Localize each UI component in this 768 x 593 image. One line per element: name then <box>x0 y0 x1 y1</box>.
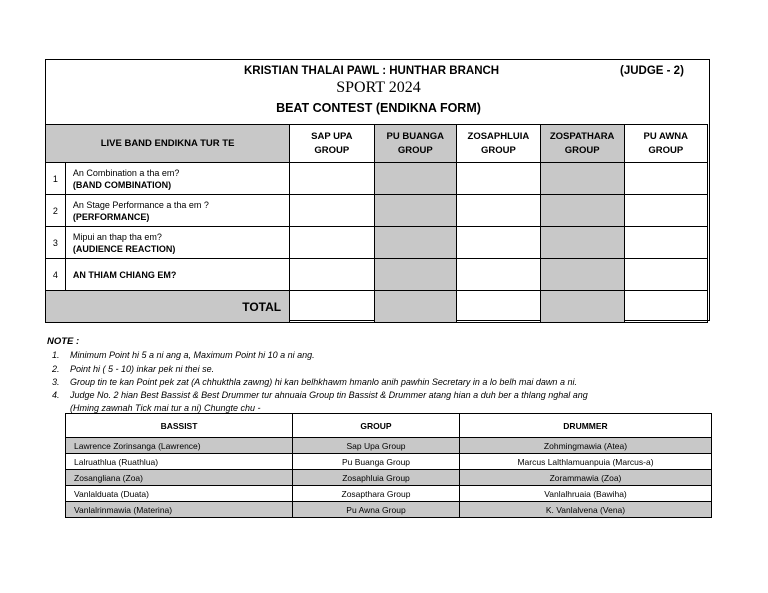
score-cell[interactable] <box>624 259 707 291</box>
contest-title: BEAT CONTEST (ENDIKNA FORM) <box>276 101 481 115</box>
total-cell[interactable] <box>374 291 457 323</box>
score-cell[interactable] <box>457 195 541 227</box>
score-cell[interactable] <box>374 195 457 227</box>
bassist-header: BASSIST <box>66 414 293 438</box>
criterion-text: Mipui an thap tha em? (AUDIENCE REACTION) <box>65 227 289 259</box>
score-cell[interactable] <box>457 259 541 291</box>
bd-row <box>66 438 712 454</box>
total-row <box>46 291 708 323</box>
score-cell[interactable] <box>290 259 374 291</box>
criterion-text: An Combination a tha em? (BAND COMBINATION) <box>65 163 289 195</box>
criterion-text: AN THIAM CHIANG EM? <box>65 259 289 291</box>
total-cell[interactable] <box>624 291 707 323</box>
bassist-name[interactable]: Lalruathlua (Ruathlua) <box>66 454 293 470</box>
score-cell[interactable] <box>290 227 374 259</box>
group-header: PU BUANGA GROUP <box>374 125 457 163</box>
criterion-number: 2 <box>46 195 66 227</box>
group-name: Zosaphluia Group <box>293 470 460 486</box>
group-name: Zosapthara Group <box>293 486 460 502</box>
score-table <box>45 124 708 323</box>
notes-section <box>47 336 79 347</box>
total-cell[interactable] <box>540 291 624 323</box>
group-header: ZOSAPHLUIA GROUP <box>457 125 541 163</box>
bassist-name[interactable]: Zosangliana (Zoa) <box>66 470 293 486</box>
group-header: PU AWNA GROUP <box>624 125 707 163</box>
bassist-drummer-table <box>65 413 712 518</box>
group-name: Pu Awna Group <box>293 502 460 518</box>
score-cell[interactable] <box>290 163 374 195</box>
drummer-header: DRUMMER <box>460 414 712 438</box>
bd-row <box>66 470 712 486</box>
bd-row <box>66 502 712 518</box>
group-header: ZOSPATHARA GROUP <box>540 125 624 163</box>
total-label: TOTAL <box>46 291 290 323</box>
criterion-row <box>46 259 708 291</box>
judge-label: (JUDGE - 2) <box>620 65 684 77</box>
score-cell[interactable] <box>624 227 707 259</box>
drummer-name[interactable]: Marcus Lalthlamuanpuia (Marcus-a) <box>460 454 712 470</box>
score-cell[interactable] <box>624 195 707 227</box>
score-cell[interactable] <box>457 163 541 195</box>
corner-label: LIVE BAND ENDIKNA TUR TE <box>46 125 290 163</box>
score-cell[interactable] <box>624 163 707 195</box>
group-header: GROUP <box>293 414 460 438</box>
criterion-row <box>46 163 708 195</box>
criterion-row <box>46 195 708 227</box>
drummer-name[interactable]: Zorammawia (Zoa) <box>460 470 712 486</box>
criterion-number: 3 <box>46 227 66 259</box>
bd-header-row <box>66 414 712 438</box>
score-cell[interactable] <box>540 163 624 195</box>
score-cell[interactable] <box>374 259 457 291</box>
total-cell[interactable] <box>290 291 374 323</box>
score-sheet <box>45 59 710 321</box>
criterion-number: 1 <box>46 163 66 195</box>
drummer-name[interactable]: Vanlalhruaia (Bawiha) <box>460 486 712 502</box>
score-cell[interactable] <box>540 195 624 227</box>
notes-title: NOTE : <box>47 336 80 347</box>
group-header: SAP UPA GROUP <box>290 125 374 163</box>
group-name: Sap Upa Group <box>293 438 460 454</box>
score-cell[interactable] <box>457 227 541 259</box>
org-title: KRISTIAN THALAI PAWL : HUNTHAR BRANCH <box>244 65 500 77</box>
bassist-name[interactable]: Vanlalrinmawia (Materina) <box>66 502 293 518</box>
score-cell[interactable] <box>374 227 457 259</box>
score-cell[interactable] <box>374 163 457 195</box>
group-name: Pu Buanga Group <box>293 454 460 470</box>
score-cell[interactable] <box>540 227 624 259</box>
score-cell[interactable] <box>540 259 624 291</box>
bd-row <box>66 454 712 470</box>
drummer-name[interactable]: Zohmingmawia (Atea) <box>460 438 712 454</box>
criterion-number: 4 <box>46 259 66 291</box>
drummer-name[interactable]: K. Vanlalvena (Vena) <box>460 502 712 518</box>
event-title: SPORT 2024 <box>336 79 421 96</box>
bd-row <box>66 486 712 502</box>
criterion-text: An Stage Performance a tha em ? (PERFORMANCE) <box>65 195 289 227</box>
total-cell[interactable] <box>457 291 541 323</box>
criterion-row <box>46 227 708 259</box>
bassist-name[interactable]: Vanlalduata (Duata) <box>66 486 293 502</box>
score-header-row <box>46 125 708 163</box>
bassist-name[interactable]: Lawrence Zorinsanga (Lawrence) <box>66 438 293 454</box>
score-cell[interactable] <box>290 195 374 227</box>
